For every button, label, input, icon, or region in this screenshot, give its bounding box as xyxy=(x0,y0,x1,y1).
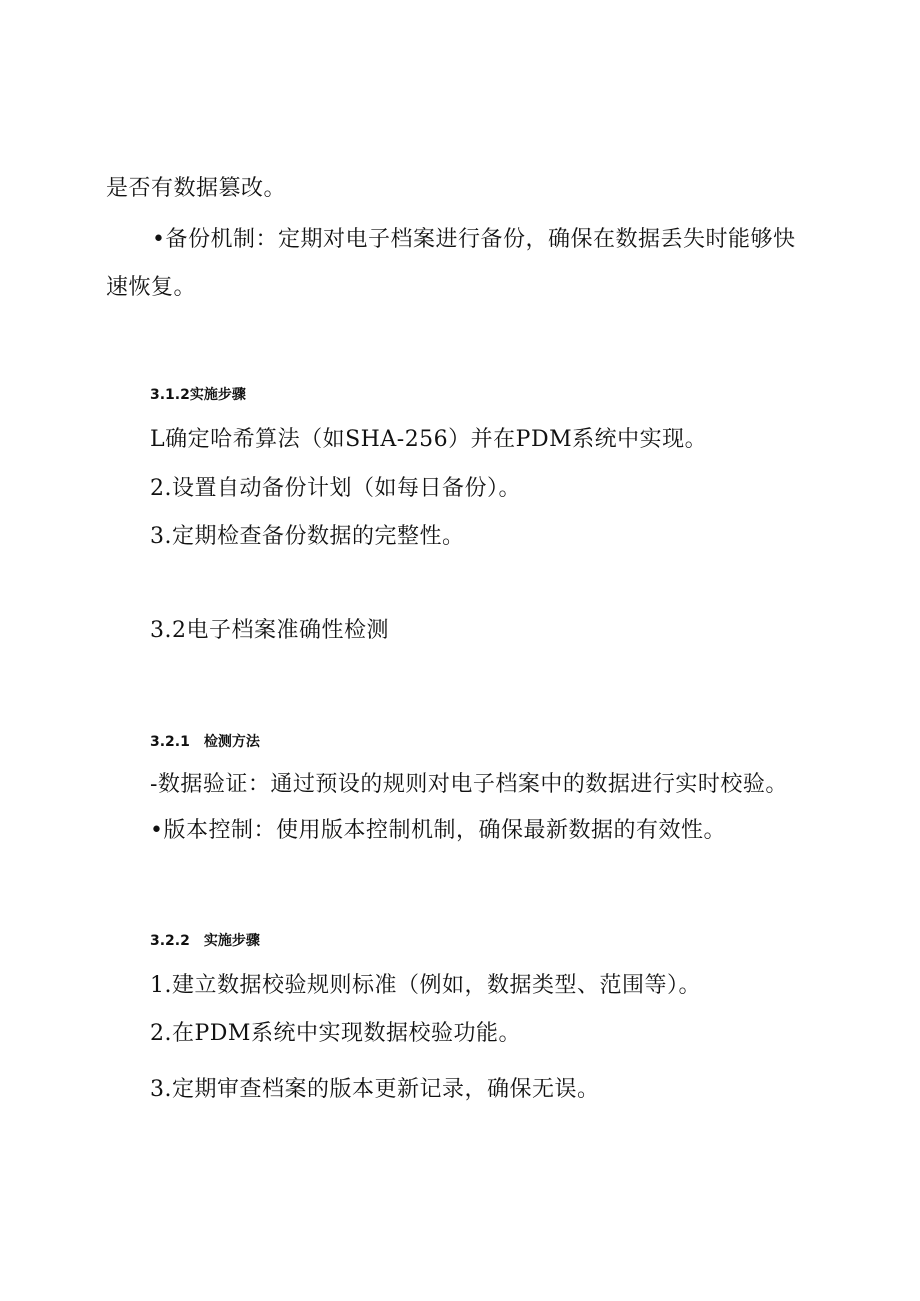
list-item: •版本控制：使用版本控制机制，确保最新数据的有效性。 xyxy=(150,818,726,843)
section-heading-3-2: 3.2电子档案准确性检测 xyxy=(150,618,389,643)
list-item: 2.在PDM系统中实现数据校验功能。 xyxy=(150,1021,521,1046)
list-item: 2.设置自动备份计划（如每日备份）。 xyxy=(150,476,521,501)
list-item: -数据验证：通过预设的规则对电子档案中的数据进行实时校验。 xyxy=(150,772,788,797)
section-heading-3-1-2: 3.1.2实施步骤 xyxy=(150,387,246,403)
section-heading-3-2-2: 3.2.2 实施步骤 xyxy=(150,933,260,949)
list-item: 3.定期审查档案的版本更新记录，确保无误。 xyxy=(150,1077,600,1102)
paragraph-line: •备份机制：定期对电子档案进行备份，确保在数据丢失时能够快 xyxy=(152,227,796,252)
paragraph-line: 是否有数据篡改。 xyxy=(106,176,287,201)
paragraph-line: 速恢复。 xyxy=(106,275,197,300)
list-item: L确定哈希算法（如SHA-256）并在PDM系统中实现。 xyxy=(150,427,708,452)
list-item: 1.建立数据校验规则标准（例如，数据类型、范围等）。 xyxy=(150,973,701,998)
list-item: 3.定期检查备份数据的完整性。 xyxy=(150,524,465,549)
section-heading-3-2-1: 3.2.1 检测方法 xyxy=(150,734,260,750)
